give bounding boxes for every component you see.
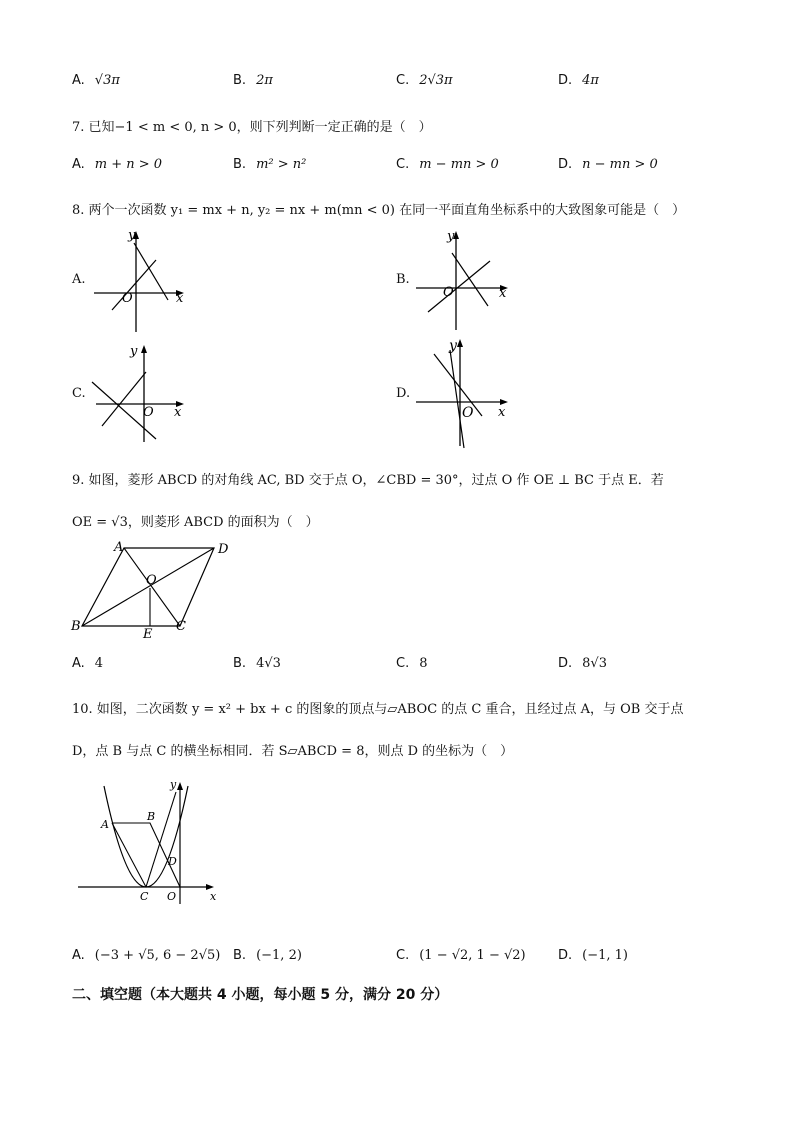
option-text: 2√3π <box>419 73 453 88</box>
q8-option-b-letter: B. <box>396 272 410 287</box>
y-axis-label: y <box>449 338 457 354</box>
y-axis-label: y <box>130 344 138 359</box>
q8-option-d-letter: D. <box>396 386 411 401</box>
option-letter: B. <box>233 656 247 671</box>
q9-option-a <box>72 656 103 671</box>
label-c: C <box>176 619 186 634</box>
q6-option-d <box>558 73 599 88</box>
q9-option-c <box>396 656 428 671</box>
q9-stem-line2: OE = √3，则菱形 ABCD 的面积为（ ） <box>72 515 319 530</box>
label-b: B <box>147 810 156 823</box>
q8-graph-c <box>88 342 188 448</box>
q7-option-a <box>72 157 162 172</box>
option-letter: A. <box>72 948 85 963</box>
q10-option-d <box>558 948 628 963</box>
option-text: (−1, 1) <box>582 948 628 963</box>
origin-label: O <box>443 285 454 300</box>
option-letter: D. <box>558 948 573 963</box>
option-text: (−1, 2) <box>256 948 302 963</box>
q8-graph-d <box>412 336 512 450</box>
q6-option-c <box>396 73 453 88</box>
x-axis-label: x <box>499 286 507 301</box>
label-c: C <box>140 890 149 903</box>
option-letter: B. <box>233 948 247 963</box>
option-letter: D. <box>558 157 573 172</box>
option-text: 4 <box>94 656 104 671</box>
q8-option-c-letter: C. <box>72 386 86 401</box>
option-letter: B. <box>233 73 247 88</box>
label-e: E <box>143 627 153 642</box>
label-d: D <box>218 542 229 557</box>
label-a: A <box>101 818 109 831</box>
q10-parabola-figure <box>74 776 224 908</box>
origin-label: O <box>143 405 154 420</box>
label-o: O <box>167 890 177 903</box>
option-letter: A. <box>72 157 85 172</box>
origin-label: O <box>462 405 474 421</box>
option-text: 4√3 <box>256 656 281 671</box>
q10-stem-line2: D，点 B 与点 C 的横坐标相同．若 S▱ABCD = 8，则点 D 的坐标为（ ） <box>72 744 514 759</box>
x-axis-label: x <box>174 405 182 420</box>
option-text: m + n > 0 <box>94 157 163 172</box>
option-letter: D. <box>558 656 573 671</box>
q9-option-b <box>233 656 281 671</box>
option-text: 4π <box>582 73 599 88</box>
q8-stem: 8. 两个一次函数 y₁ = mx + n, y₂ = nx + m(mn < 0) 在同一平面直角坐标系中的大致图象可能是（ ） <box>72 203 686 218</box>
q10-option-a <box>72 948 220 963</box>
y-axis-label: y <box>170 778 177 791</box>
option-letter: A. <box>72 73 85 88</box>
origin-label: O <box>122 291 133 306</box>
option-text: m² > n² <box>256 157 307 172</box>
x-axis-label: x <box>498 405 506 420</box>
q8-option-a-letter: A. <box>72 272 86 287</box>
q7-option-d <box>558 157 658 172</box>
option-letter: C. <box>396 948 410 963</box>
q6-option-b <box>233 73 273 88</box>
option-letter: A. <box>72 656 85 671</box>
option-text: n − mn > 0 <box>582 157 658 172</box>
section-title-fill-blanks: 二、填空题（本大题共 4 小题，每小题 5 分，满分 20 分） <box>72 987 449 1003</box>
q7-stem: 7. 已知−1 < m < 0, n > 0，则下列判断一定正确的是（ ） <box>72 120 432 135</box>
x-axis-label: x <box>176 291 184 306</box>
option-text: (1 − √2, 1 − √2) <box>419 948 526 963</box>
option-letter: D. <box>558 73 573 88</box>
label-d: D <box>168 855 177 868</box>
q6-option-a <box>72 73 120 88</box>
q10-option-b <box>233 948 302 963</box>
option-text: m − mn > 0 <box>419 157 499 172</box>
label-b: B <box>71 619 81 634</box>
q10-stem-line1: 10. 如图，二次函数 y = x² + bx + c 的图象的顶点与▱ABOC 的点 C 重合，且经过点 A，与 OB 交于点 <box>72 702 684 717</box>
q10-option-c <box>396 948 526 963</box>
q9-stem-line1: 9. 如图，菱形 ABCD 的对角线 AC, BD 交于点 O，∠CBD = 30°，过点 O 作 OE ⊥ BC 于点 E．若 <box>72 473 664 488</box>
label-o: O <box>146 573 157 588</box>
q9-option-d <box>558 656 607 671</box>
x-axis-label: x <box>210 890 217 903</box>
option-text: √3π <box>94 73 120 88</box>
option-text: 2π <box>256 73 273 88</box>
y-axis-label: y <box>128 228 136 243</box>
q7-option-b <box>233 157 306 172</box>
q9-rhombus-figure <box>68 538 238 640</box>
y-axis-label: y <box>447 229 455 244</box>
option-letter: C. <box>396 157 410 172</box>
option-letter: C. <box>396 656 410 671</box>
label-a: A <box>114 540 124 555</box>
option-letter: B. <box>233 157 247 172</box>
q7-option-c <box>396 157 499 172</box>
q8-graph-b <box>412 228 512 334</box>
q8-graph-a <box>88 228 188 334</box>
option-text: 8√3 <box>582 656 607 671</box>
option-letter: C. <box>396 73 410 88</box>
option-text: 8 <box>419 656 428 671</box>
option-text: (−3 + √5, 6 − 2√5) <box>94 948 221 963</box>
